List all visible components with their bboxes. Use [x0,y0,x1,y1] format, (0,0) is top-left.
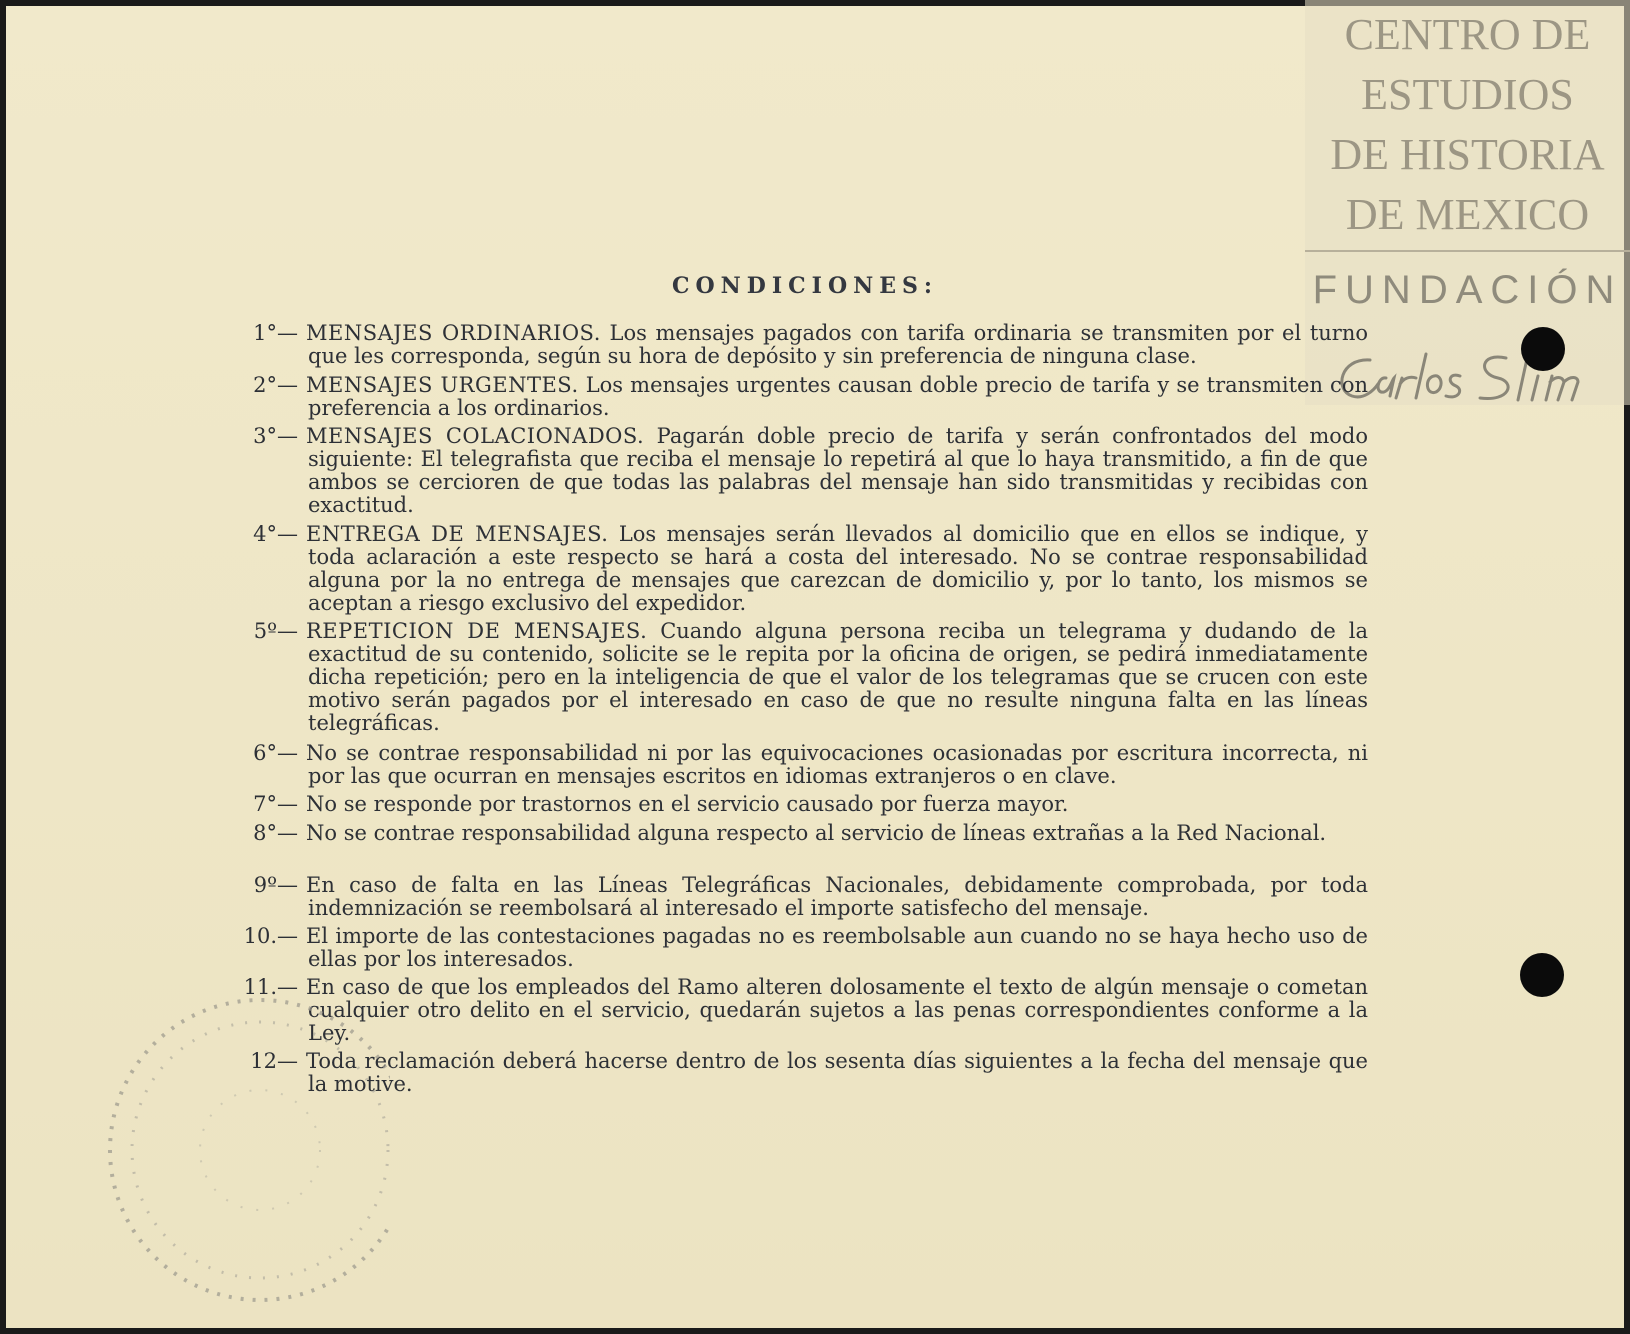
conditions-heading: CONDICIONES: [671,273,938,299]
condition-text: Toda reclamación deberá hacerse dentro de los sesenta días siguientes a la fecha del mensaje que la motive. [306,1049,1368,1096]
condition-item [243,924,1368,971]
condition-text: No se contrae responsabilidad ni por las equivocaciones ocasionadas por escritura incorrecta, ni por las que ocurran en mensajes escritos en idiomas extranjeros o en clave. [306,741,1368,788]
condition-text: No se contrae responsabilidad alguna respecto al servicio de líneas extrañas a la Red Nacional. [306,821,1327,845]
condition-title: ENTREGA DE MENSAJES. [306,522,609,546]
condition-text: El importe de las contestaciones pagadas no es reembolsable aun cuando no se haya hecho uso de ellas por los interesados. [306,924,1368,971]
condition-item [248,822,1368,845]
condition-item [248,620,1368,735]
condition-number: 9º— [253,873,298,897]
condition-text: Los mensajes serán llevados al domicilio que en ellos se indique, y toda aclaración a este respecto se hará a costa del interesado. No se contrae responsabilidad alguna por la no entrega de mensajes que carezcan de domicilio y, por lo tanto, los mismos se aceptan a riesgo exclusivo del expedidor. [308,522,1368,615]
condition-item [248,322,1368,368]
condition-number: 10.— [243,924,298,948]
condition-item [248,425,1368,517]
condition-item [248,1050,1368,1096]
condition-number: 4°— [253,522,298,546]
condition-item [243,975,1368,1045]
archive-stamp-divider [1305,250,1630,252]
condition-title: MENSAJES COLACIONADOS. [306,424,645,448]
condition-title: MENSAJES ORDINARIOS. [306,321,601,345]
condition-number: 5º— [253,619,298,643]
condition-number: 1°— [253,321,298,345]
condition-title: MENSAJES URGENTES. [306,373,579,397]
condition-title: REPETICION DE MENSAJES. [306,619,648,643]
condition-text: Los mensajes urgentes causan doble precio de tarifa y se transmiten con preferencia a los ordinarios. [308,373,1368,420]
condition-text: No se responde por trastornos en el servicio causado por fuerza mayor. [306,792,1069,816]
condition-text: En caso de que los empleados del Ramo alteren dolosamente el texto de algún mensaje o cometan cualquier otro delito en el servicio, quedarán sujetos a las penas correspondientes conforme a la Ley. [306,975,1368,1045]
condition-item [248,742,1368,788]
binding-hole [1520,953,1564,997]
condition-number: 2°— [253,373,298,397]
condition-number: 6°— [253,741,298,765]
condition-number: 7°— [253,792,298,816]
condition-text: Pagarán doble precio de tarifa y serán confrontados del modo siguiente: El telegrafista que reciba el mensaje lo repetirá al que lo haya transmitido, a fin de que ambos se cercioren de que todas las palabras del mensaje han sido transmitidas y recibidas con exactitud. [308,424,1368,517]
condition-number: 8°— [253,821,298,845]
condition-number: 3°— [253,424,298,448]
archive-stamp-foundation: FUNDACIÓN [1312,268,1623,312]
condition-item [248,523,1368,615]
condition-text: Cuando alguna persona reciba un telegrama y dudando de la exactitud de su contenido, solicite se le repita por la oficina de origen, se pedirá inmediatamente dicha repetición; pero en la inteligencia de que el valor de los telegramas que se crucen con este motivo serán pagados por el interesado en caso de que no resulte ninguna falta en las líneas telegráficas. [308,619,1368,735]
archive-stamp-line: CENTRO DE [1344,10,1591,59]
condition-number: 12— [250,1049,298,1073]
condition-text: Los mensajes pagados con tarifa ordinaria se transmiten por el turno que les corresponda, según su hora de depósito y sin preferencia de ninguna clase. [308,321,1368,368]
binding-hole [1521,327,1565,371]
archive-stamp-line: DE HISTORIA [1330,130,1605,179]
condition-item [248,874,1368,920]
postmark-graphic [90,970,390,1310]
signature-graphic [1330,350,1620,410]
condition-text: En caso de falta en las Líneas Telegráficas Nacionales, debidamente comprobada, por toda indemnización se reembolsará al interesado el importe satisfecho del mensaje. [306,873,1368,920]
condition-number: 11.— [243,975,298,999]
archive-stamp-line: ESTUDIOS [1361,70,1574,119]
archive-stamp-line: DE MEXICO [1345,190,1590,239]
condition-item [248,793,1368,816]
condition-item [248,374,1368,420]
